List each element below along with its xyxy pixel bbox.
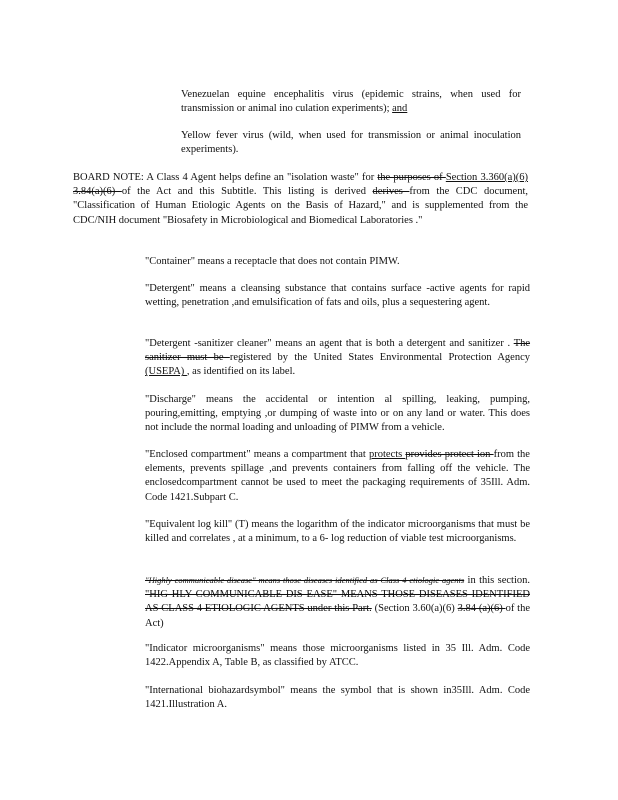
highly-struck-section: 3.84 (a)(6) [457,603,506,615]
sanitizer-usepa: (USEPA) [145,366,187,378]
definition-container [145,255,530,269]
highly-struck-italic: "Highly communicable disease" means those diseases identified as Class 4 etiologic agents [145,575,465,585]
definition-international-biohazard [145,684,530,712]
enclosed-text-1: "Enclosed compartment" means a compartment that [145,449,369,460]
detergent-text: "Detergent" means a cleansing substance that contains surface -active agents for rapid wetting, penetration ,and emulsification of fats and oils, plus a sequestering agent. [145,283,530,309]
highly-struck-caps: "HIG HLY COMMUNICABLE DIS EASE" MEANS THOSE DISEASES IDENTIFIED AS CLASS 4 ETIOLOGIC AGENTS under this Part. [145,589,530,615]
sanitizer-text-3: , as identified on its label. [186,366,296,378]
definition-detergent [145,282,530,310]
yellow-fever-text: Yellow fever virus (wild, when used for transmission or animal inoculation experiments). [181,130,521,156]
indicator-text: "Indicator microorganisms" means those microorganisms listed in 35 Ill. Adm. Code 1422.Appendix A, Table B, as classified by ATCC. [145,643,530,669]
board-note-section: Section 3.360(a)(6) [445,172,528,183]
board-note-text-3: from the CDC document, "Classification of Human Etiologic Agents on the Basis of Hazard," and is supplemented from the CDC/NIH document "Biosafety in Microbiological and Biomedical Laboratories ." [73,186,528,226]
definition-detergent-sanitizer [145,337,530,380]
sanitizer-text-2: registered by the United States Environmental Protection Agency [229,352,530,364]
equivalent-text: "Equivalent log kill" (T) means the logarithm of the indicator microorganisms that must be killed and correlates , at a minimum, to a 6- log reduction of viable test microorganisms. [145,519,530,545]
international-text: "International biohazardsymbol" means the symbol that is shown in35Ill. Adm. Code 1421.Illustration A. [145,685,530,711]
definition-highly-communicable [145,573,530,631]
board-note-text-2: of the Act and this Subtitle. This listing is derived [121,186,373,198]
container-text: "Container" means a receptacle that does not contain PIMW. [145,256,400,267]
definition-indicator-microorganisms [145,642,530,670]
definition-enclosed-compartment [145,448,530,505]
definition-equivalent-log-kill [145,518,530,546]
paragraph-venezuelan [181,88,521,116]
highly-text-1: in this section. [464,575,530,586]
board-note-struck-1: the purposes of [377,172,446,183]
paragraph-yellow-fever [181,129,521,157]
and-underlined: and [392,103,408,115]
board-note-struck-2: 3.84(a)(6) [73,186,122,198]
highly-text-2: (Section 3.60(a)(6) [371,603,458,615]
board-note [73,171,528,228]
highly-text-3: of the Act) [145,603,531,629]
sanitizer-text-1: "Detergent -sanitizer cleaner" means an agent that is both a detergent and sanitizer . [145,338,511,349]
enclosed-text-2: from the elements, prevents spillage ,and prevents containers from falling off the vehicle. The enclosedcompartment cannot be used to meet the packaging requirements of 35Ill. Adm. Code 1421.Subpart C. [145,449,530,503]
discharge-text: "Discharge" means the accidental or intention al spilling, leaking, pumping, pouring,emitting, emptying ,or dumping of waste into or on any land or water. This does not include the normal loading and unloading of PIMW from a vehicle. [145,394,530,434]
board-note-text-1: BOARD NOTE: A Class 4 Agent helps define an "isolation waste" for [73,172,378,183]
enclosed-protects: protects [369,449,406,460]
definition-discharge [145,393,530,436]
venezuelan-text: Venezuelan equine encephalitis virus (epidemic strains, when used for transmission or animal ino culation experiments); [181,89,521,115]
enclosed-struck: provides protect ion [405,449,494,460]
board-note-struck-3: derives [372,186,410,198]
sanitizer-struck: The sanitizer must be [145,338,531,364]
